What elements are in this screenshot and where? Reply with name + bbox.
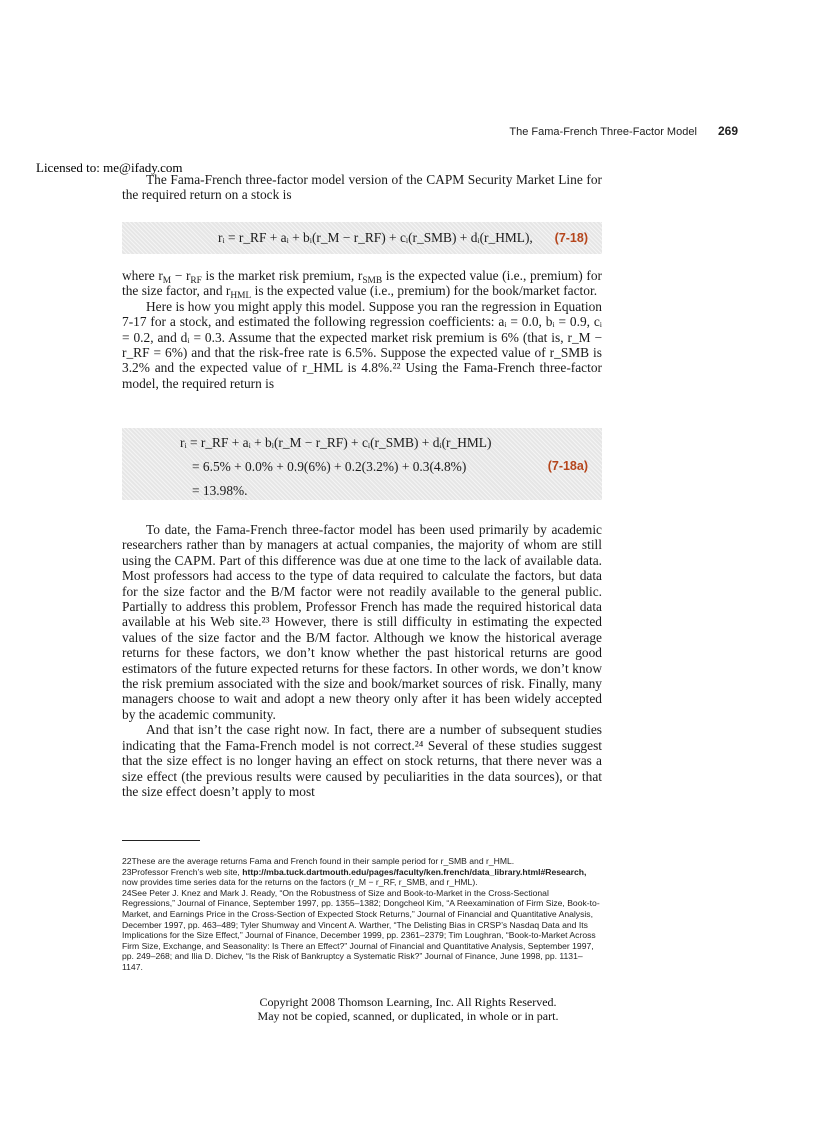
paragraph-1: The Fama-French three-factor model version of the CAPM Security Market Line for the required return on a stock is (122, 172, 602, 203)
intro-paragraph-block (122, 172, 602, 203)
page-number: 269 (717, 124, 738, 138)
running-title: The Fama-French Three-Factor Model (509, 126, 697, 138)
discussion-paragraph-block (122, 522, 602, 799)
equation-7-18-box (122, 222, 602, 254)
equation-7-18: rᵢ = r_RF + aᵢ + bᵢ(r_M − r_RF) + cᵢ(r_SMB) + dᵢ(r_HML), (218, 230, 533, 245)
copyright-line-1: Copyright 2008 Thomson Learning, Inc. All Rights Reserved. (259, 995, 557, 1009)
footnote-24: 24See Peter J. Knez and Mark J. Ready, “On the Robustness of Size and Book-to-Market in the Cross-Sectional Regressions,” Journal of Finance, September 1997, pp. 1355–1382; Dongcheol Kim, “A Reexamination of Firm Size, Book-to-Market, and Earnings Price in the Cross-Section of Expected Stock Returns,” Journal of Financial and Quantitative Analysis, December 1997, pp. 463–489; Tyler Shumway and Vincent A. Warther, “The Delisting Bias in CRSP’s Nasdaq Data and Its Implications for the Size Effect,” Journal of Finance, December 1999, pp. 2361–2379; Tim Loughran, “Book-to-Market Across Firm Size, Exchange, and Seasonality: Is There an Effect?” Journal of Financial and Quantitative Analysis, September 1997, pp. 249–268; and Ilia D. Dichev, “Is the Risk of Bankruptcy a Systematic Risk?” Journal of Finance, June 1998, pp. 1131–1147. (122, 887, 600, 972)
footnote-23-url[interactable]: http://mba.tuck.dartmouth.edu/pages/faculty/ken.french/data_library.html#Research, (242, 866, 587, 877)
equation-7-18a-box (122, 428, 602, 500)
paragraph-3: Here is how you might apply this model. Suppose you ran the regression in Equation 7-17 for a stock, and estimated the following regression coefficients: aᵢ = 0.0, bᵢ = 0.9, cᵢ = 0.2, and dᵢ = 0.3. Assume that the expected market risk premium is 6% (that is, r_M − r_RF = 6%) and that the risk-free rate is 6.5%. Suppose the expected value of r_SMB is 3.2% and the expected value of r_HML is 4.8%.²² Using the Fama-French three-factor model, the required return is (122, 298, 602, 391)
definitions-paragraph-block (122, 268, 602, 391)
paragraph-4: To date, the Fama-French three-factor model has been used primarily by academic researchers rather than by managers at actual companies, the majority of whom are still using the CAPM. Part of this difference was due at one time to the lack of available data. Most professors had access to the type of data required to calculate the factors, but data for the size factor and the B/M factor were not readily available to the general public. Partially to address this problem, Professor French has made the required historical data available at his Web site.²³ However, there is still difficulty in estimating the expected values of the size factor and the B/M factor. Although we know the historical average returns for these factors, we don’t know whether the past historical returns are good estimators of the future expected returns for these factors. In other words, we don’t know the risk premium associated with the size and book/market sources of risk. Finally, many managers choose to wait and adopt a new theory only after it has been widely accepted by the academic community. (122, 522, 602, 722)
footnote-rule (122, 840, 200, 841)
copyright-notice (0, 996, 816, 1023)
equation-7-18a-line-2: = 6.5% + 0.0% + 0.9(6%) + 0.2(3.2%) + 0.3(4.8%) (192, 459, 467, 474)
footnote-22: 22These are the average returns Fama and French found in their sample period for r_SMB and r_HML. (122, 856, 515, 866)
equation-7-18a-line-3: = 13.98%. (192, 483, 248, 498)
license-line: Licensed to: me@ifady.com (36, 160, 183, 175)
equation-7-18-label: (7-18) (554, 231, 588, 245)
running-header (509, 124, 738, 138)
equation-7-18a-line-1: rᵢ = r_RF + aᵢ + bᵢ(r_M − r_RF) + cᵢ(r_SMB) + dᵢ(r_HML) (180, 435, 492, 450)
footnotes (122, 856, 602, 973)
copyright-line-2: May not be copied, scanned, or duplicated, in whole or in part. (257, 1008, 559, 1023)
footnote-23: 23Professor French’s web site, http://mba.tuck.dartmouth.edu/pages/faculty/ken.french/data_library.html#Research, now provides time series data for the returns on the factors (r_M − r_RF, r_SMB, and r_HML). (122, 866, 587, 888)
paragraph-5: And that isn’t the case right now. In fact, there are a number of subsequent studies indicating that the Fama-French model is not correct.²⁴ Several of these studies suggest that the size effect is no longer having an effect on stock returns, that there never was a size effect (the previous results were caused by peculiarities in the data sources), or that the size effect doesn’t apply to most (122, 722, 602, 799)
paragraph-2: where $r_M - r_{RF}$ is the market risk premium, $r_{SMB}$ is the expected value (i.e., premium) for the size factor, and $r_{HML}$ is the expected value (i.e., premium) for the book/market factor. (122, 268, 602, 302)
equation-7-18a-label: (7-18a) (547, 459, 588, 473)
